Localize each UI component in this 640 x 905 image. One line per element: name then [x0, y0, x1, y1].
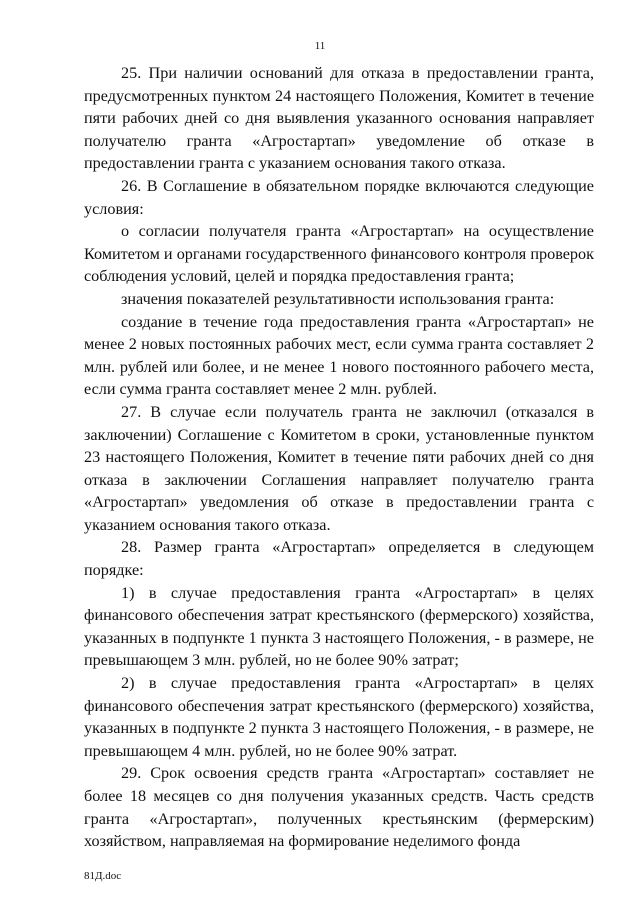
paragraph-27: 27. В случае если получатель гранта не заключил (отказался в заключении) Соглашение с Комитетом в сроки, установленные пунктом 23 настоящего Положения, Комитет в течение пяти рабочих дней со дня отказа в заключении Соглашения направляет получателю гранта «Агростартап» уведомления об отказе в предоставлении гранта с указанием основания такого отказа. — [84, 402, 594, 534]
page-number: 11 — [314, 40, 326, 52]
paragraph-26-condition-2: значения показателей результативности использования гранта: — [121, 289, 555, 308]
paragraph-26: 26. В Соглашение в обязательном порядке включаются следующие условия: — [84, 176, 594, 218]
paragraph-25: 25. При наличии оснований для отказа в предоставлении гранта, предусмотренных пунктом 24 настоящего Положения, Комитет в течение пяти рабочих дней со дня выявления указанного основания направляет получателю гранта «Агростартап» уведомление об отказе в предоставлении гранта с указанием основания такого отказа. — [84, 64, 594, 173]
footer-filename: 81Д.doc — [84, 870, 122, 882]
paragraph-28-item-2: 2) в случае предоставления гранта «Агростартап» в целях финансового обеспечения затрат крестьянского (фермерского) хозяйства, указанных в подпункте 2 пункта 3 настоящего Положения, - в размере, не превышающем 4 млн. рублей, но не более 90% затрат. — [84, 674, 594, 760]
paragraph-29: 29. Срок освоения средств гранта «Агростартап» составляет не более 18 месяцев со дня получения указанных средств. Часть средств гранта «Агростартап», полученных крестьянским (фермерским) хозяйством, направляемая на формирование неделимого фонда — [84, 764, 594, 851]
document-body — [84, 62, 594, 853]
paragraph-26-condition-1: о согласии получателя гранта «Агростартап» на осуществление Комитетом и органами государственного финансового контроля проверок соблюдения условий, целей и порядка предоставления гранта; — [84, 222, 594, 286]
paragraph-28: 28. Размер гранта «Агростартап» определяется в следующем порядке: — [84, 538, 594, 580]
paragraph-26-indicator: создание в течение года предоставления гранта «Агростартап» не менее 2 новых постоянных рабочих мест, если сумма гранта составляет 2 млн. рублей или более, и не менее 1 нового постоянного рабочего места, если сумма гранта составляет менее 2 млн. рублей. — [84, 312, 594, 399]
paragraph-28-item-1: 1) в случае предоставления гранта «Агростартап» в целях финансового обеспечения затрат крестьянского (фермерского) хозяйства, указанных в подпункте 1 пункта 3 настоящего Положения, - в размере, не превышающем 3 млн. рублей, но не более 90% затрат; — [84, 583, 594, 670]
